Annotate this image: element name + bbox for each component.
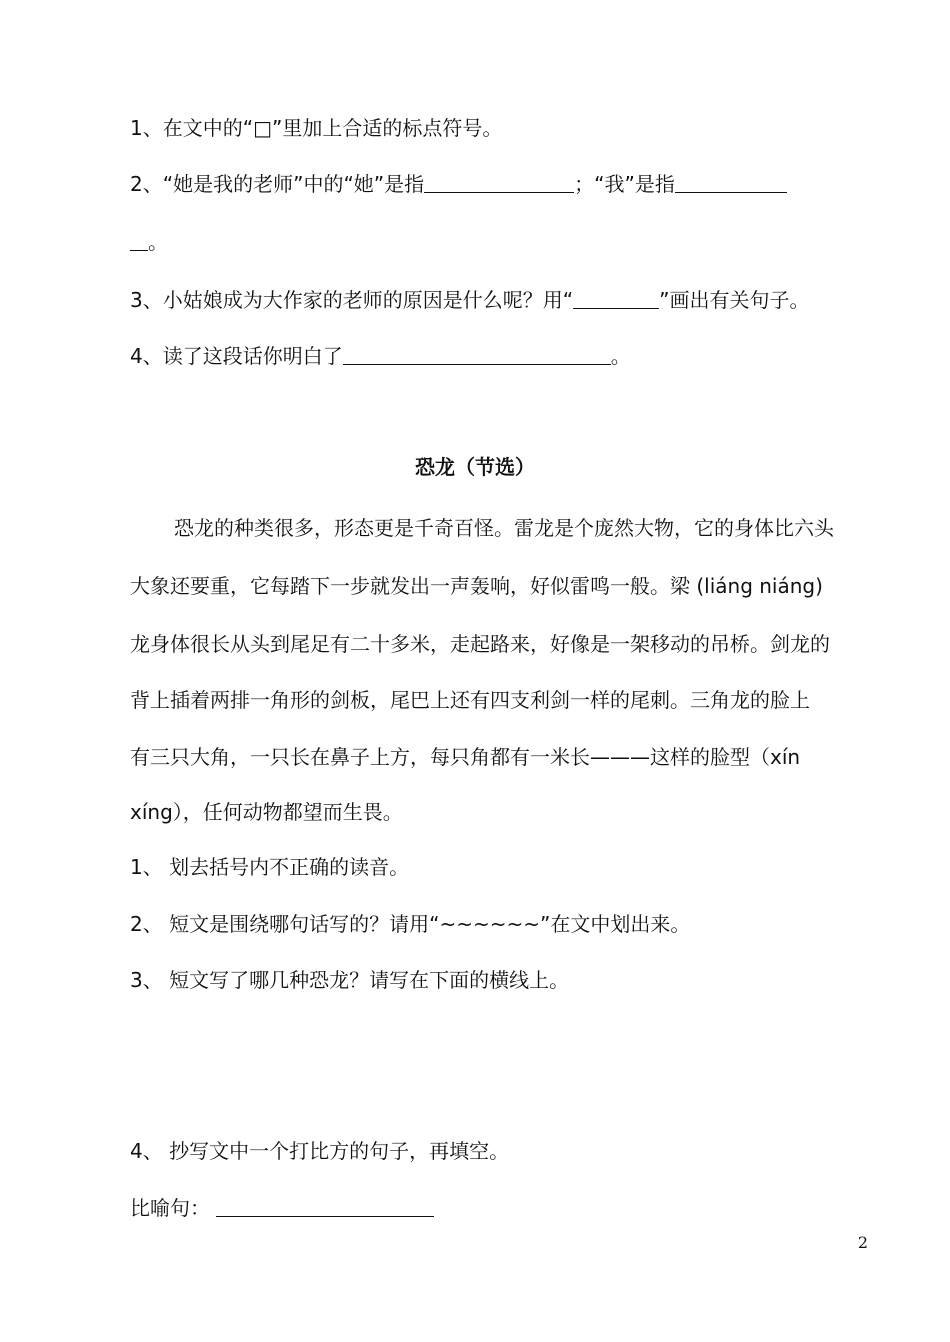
dino-question-1: 1、 划去括号内不正确的读音。 [130,855,410,879]
answer-blank-me-cont[interactable] [130,230,148,251]
question-3 [130,286,809,314]
passage-title: 恐龙（节选） [415,455,535,479]
question-2-text-b: ；“我”是指 [574,172,675,196]
dino-question-4: 4、 抄写文中一个打比方的句子，再填空。 [130,1139,510,1163]
metaphor-answer-blank[interactable] [216,1196,434,1217]
passage-line-2: 大象还要重，它每踏下一步就发出一声轰响，好似雷鸣一般。梁 (liáng niáng) [130,574,823,598]
passage-line-4: 背上插着两排一角形的剑板，尾巴上还有四支利剑一样的尾刺。三角龙的脸上 [130,688,810,712]
passage-line-3: 龙身体很长从头到尾足有二十多米，走起路来，好像是一架移动的吊桥。剑龙的 [130,632,830,656]
underline-sample [573,288,659,309]
dino-question-2: 2、 短文是围绕哪句话写的？请用“~~~~~~”在文中划出来。 [130,912,691,936]
question-2-text-a: 2、“她是我的老师”中的“她”是指 [130,172,425,196]
answer-blank-she[interactable] [424,172,574,193]
question-2-continued [130,228,168,256]
question-3-text-a: 3、小姑娘成为大作家的老师的原因是什么呢？用“ [130,288,574,312]
question-2 [130,170,787,198]
question-2-text-c: 。 [148,230,168,254]
passage-line-6: xíng），任何动物都望而生畏。 [130,800,403,824]
answer-blank-me[interactable] [675,172,787,193]
question-4 [130,342,631,370]
page-number: 2 [857,1233,868,1252]
answer-blank-understood[interactable] [343,344,611,365]
question-4-text-a: 4、读了这段话你明白了 [130,344,343,368]
question-3-text-b: ”画出有关句子。 [659,288,810,312]
dino-question-3: 3、 短文写了哪几种恐龙？请写在下面的横线上。 [130,968,570,992]
metaphor-line [130,1194,434,1222]
question-1: 1、在文中的“□”里加上合适的标点符号。 [130,116,503,140]
passage-line-5: 有三只大角，一只长在鼻子上方，每只角都有一米长———这样的脸型（xín [130,745,801,769]
metaphor-label: 比喻句： [130,1196,210,1220]
passage-line-1: 恐龙的种类很多，形态更是千奇百怪。雷龙是个庞然大物，它的身体比六头 [174,516,834,540]
question-4-text-b: 。 [610,344,631,368]
